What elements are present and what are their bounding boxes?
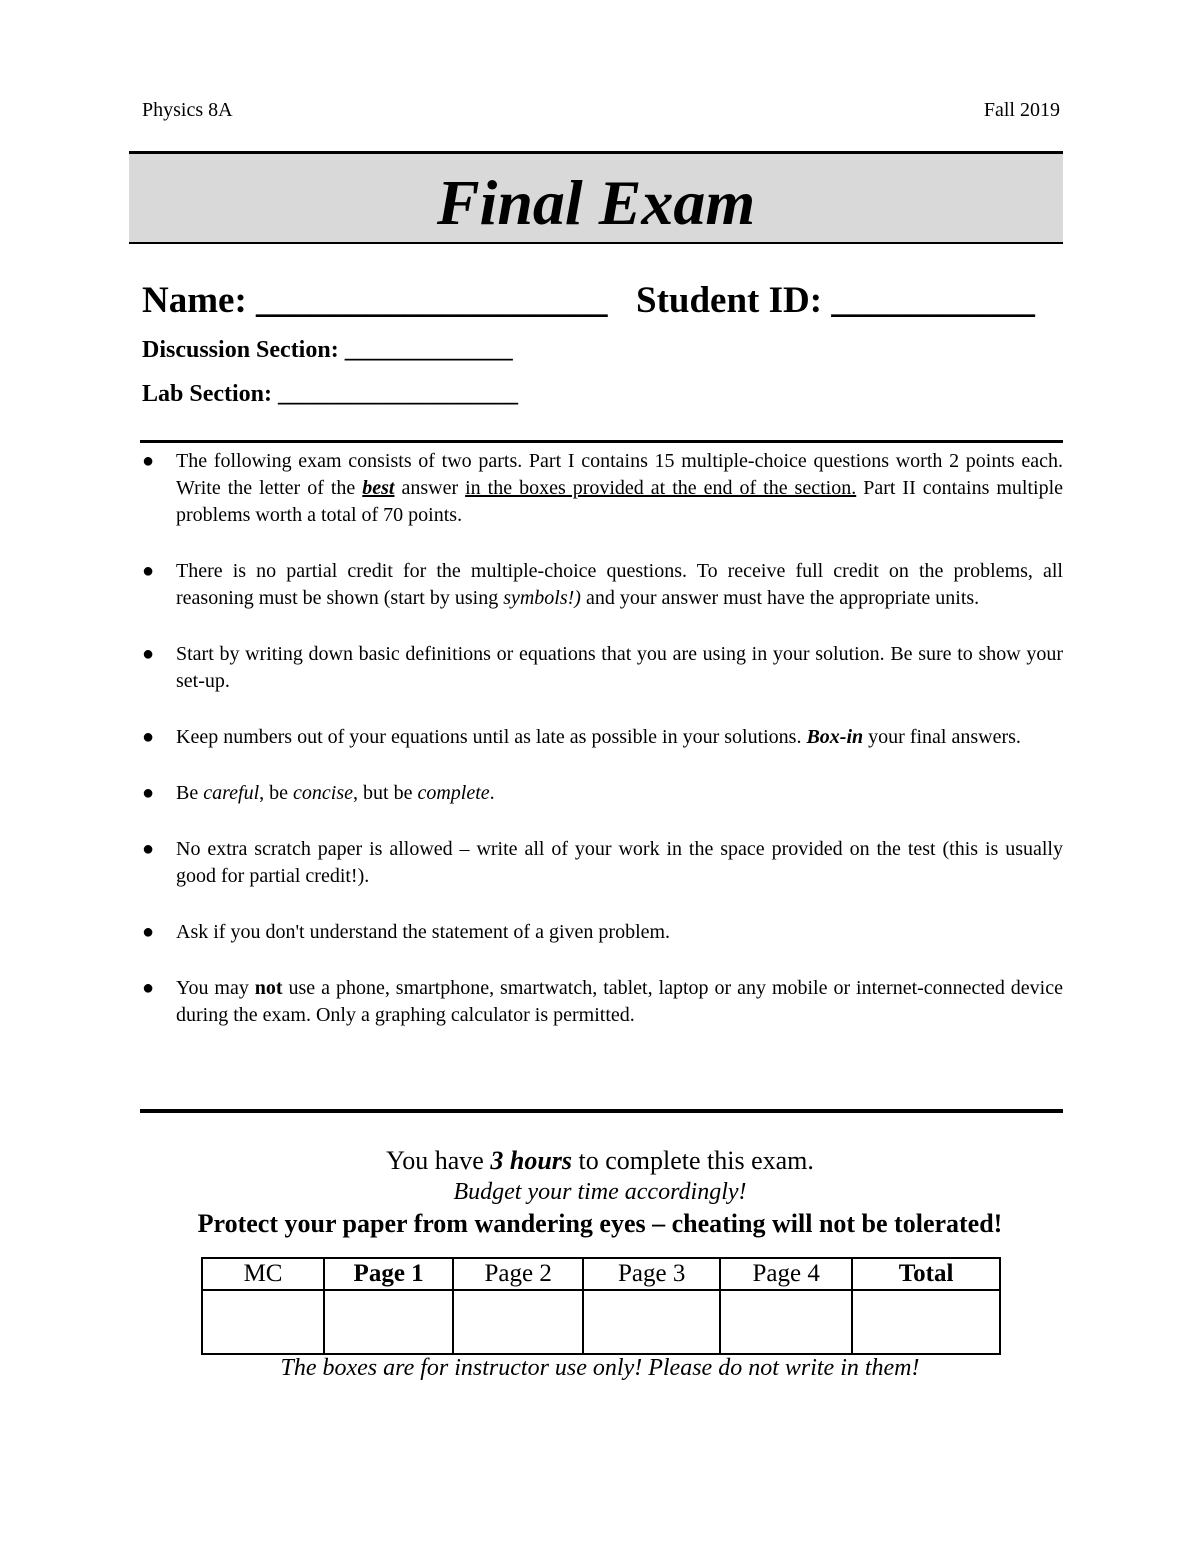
name-field[interactable]: Name: ___________________	[142, 280, 608, 321]
instruction-item	[140, 724, 1063, 751]
emphasis-text: complete	[417, 782, 490, 804]
instruction-item	[140, 836, 1063, 890]
bullet-icon: ●	[142, 977, 155, 999]
score-cell-page1[interactable]	[324, 1290, 453, 1354]
emphasis-text: careful	[203, 782, 260, 804]
score-header-page3: Page 3	[583, 1258, 720, 1290]
emphasis-text: not	[254, 977, 283, 999]
score-header-page2: Page 2	[453, 1258, 583, 1290]
bullet-icon: ●	[142, 921, 155, 943]
score-cell-page2[interactable]	[453, 1290, 583, 1354]
instruction-text: The following exam consists of two parts. Part I contains 15 multiple-choice questions worth 2 points each. Write the letter of the	[176, 450, 1063, 499]
bullet-icon: ●	[142, 560, 155, 582]
lab-section-field[interactable]: Lab Section: ____________________	[142, 381, 519, 407]
bullet-icon: ●	[142, 782, 155, 804]
instruction-text: use a phone, smartphone, smartwatch, tablet, laptop or any mobile or internet-connected device during the exam. Only a graphing calculator is permitted.	[176, 977, 1063, 1026]
instruction-text: answer	[394, 477, 466, 499]
score-table-header-row	[202, 1258, 1000, 1290]
time-text: You have	[386, 1146, 491, 1175]
discussion-section-field[interactable]: Discussion Section: ______________	[142, 337, 513, 363]
bullet-icon: ●	[142, 726, 155, 748]
score-header-total: Total	[852, 1258, 1000, 1290]
instruction-text: and your answer must have the appropriate units.	[580, 587, 980, 609]
instruction-item	[140, 558, 1063, 612]
underlined-text: in the boxes provided at the end of the section.	[465, 477, 857, 499]
score-header-page1: Page 1	[324, 1258, 453, 1290]
instruction-text: Keep numbers out of your equations until as late as possible in your solutions.	[176, 726, 807, 748]
emphasis-text: Box-in	[806, 726, 864, 748]
score-table-row	[202, 1290, 1000, 1354]
divider-bottom	[140, 1109, 1063, 1113]
exam-title: Final Exam	[436, 167, 756, 238]
bullet-icon: ●	[142, 838, 155, 860]
title-banner	[129, 151, 1063, 244]
score-header-page4: Page 4	[720, 1258, 852, 1290]
instruction-item	[140, 448, 1063, 529]
score-cell-total[interactable]	[852, 1290, 1000, 1354]
instruction-text: your final answers.	[863, 726, 1021, 748]
instructions-list	[140, 448, 1063, 1058]
time-text: to complete this exam.	[572, 1146, 814, 1175]
instruction-text: , be	[259, 782, 294, 804]
bullet-icon: ●	[142, 450, 155, 472]
instruction-text: Start by writing down basic definitions or equations that you are using in your solution. Be sure to show your set-up.	[176, 643, 1063, 692]
instruction-text: .	[489, 782, 495, 804]
instruction-text: , but be	[353, 782, 418, 804]
time-emphasis: 3 hours	[490, 1146, 573, 1175]
instructor-note: The boxes are for instructor use only! Please do not write in them!	[280, 1355, 920, 1381]
instruction-text: No extra scratch paper is allowed – write all of your work in the space provided on the test (this is usually good for partial credit!).	[176, 838, 1063, 887]
time-limit-text	[0, 1146, 1200, 1176]
cheating-warning: Protect your paper from wandering eyes – cheating will not be tolerated!	[197, 1209, 1003, 1238]
divider-top	[140, 440, 1063, 443]
instruction-item	[140, 975, 1063, 1029]
instruction-item	[140, 780, 1063, 807]
instruction-text: There is no partial credit for the multiple-choice questions. To receive full credit on the problems, all reasoning must be shown (start by using	[176, 560, 1063, 609]
instruction-text: Ask if you don't understand the statement of a given problem.	[176, 921, 671, 943]
emphasis-text: best	[362, 477, 395, 499]
instruction-item	[140, 919, 1063, 946]
instruction-text: Part II contains multiple problems worth a total of 70 points.	[176, 477, 1064, 526]
student-id-field[interactable]: Student ID: ___________	[636, 280, 1035, 321]
emphasis-text: concise	[293, 782, 354, 804]
score-header-mc: MC	[202, 1258, 324, 1290]
instruction-item	[140, 641, 1063, 695]
score-cell-page3[interactable]	[583, 1290, 720, 1354]
emphasis-text: symbols!)	[503, 587, 581, 609]
score-cell-page4[interactable]	[720, 1290, 852, 1354]
term: Fall 2019	[983, 99, 1060, 121]
score-cell-mc[interactable]	[202, 1290, 324, 1354]
score-table	[201, 1257, 1001, 1355]
instruction-text: Be	[176, 782, 204, 804]
bullet-icon: ●	[142, 643, 155, 665]
budget-text: Budget your time accordingly!	[453, 1179, 747, 1205]
instruction-text: You may	[176, 977, 255, 999]
course-name: Physics 8A	[142, 99, 233, 121]
